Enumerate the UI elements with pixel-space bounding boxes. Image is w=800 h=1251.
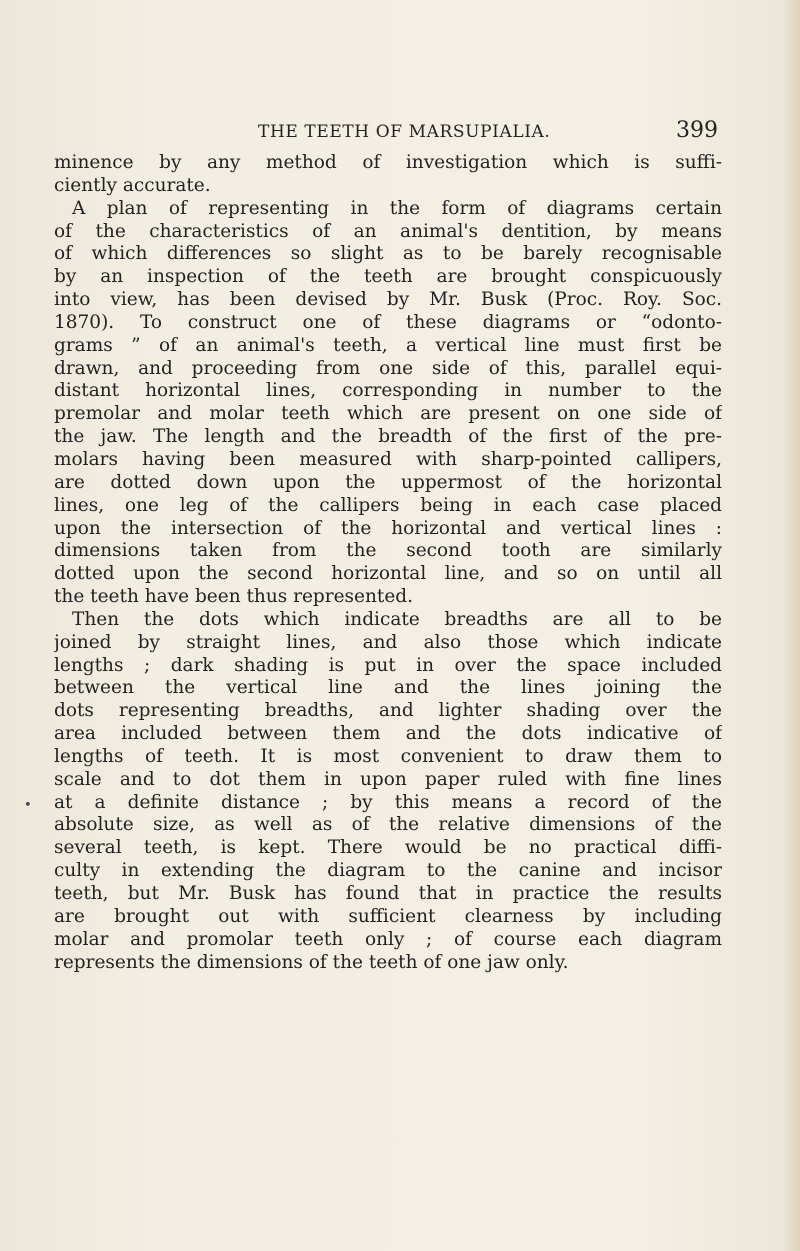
text-line: Then the dots which indicate breadths are all to be (72, 608, 722, 630)
running-head: THE TEETH OF MARSUPIALIA. (258, 122, 551, 142)
text-line: are brought out with sufficient clearness by including (54, 905, 722, 927)
text-line: grams ” of an animal's teeth, a vertical line must first be (54, 334, 722, 356)
text-line: lengths ; dark shading is put in over the space included (54, 654, 722, 676)
text-line: molar and promolar teeth only ; of course each diagram (54, 928, 722, 950)
text-line: A plan of representing in the form of diagrams certain (72, 197, 722, 219)
page-edge-shadow (782, 0, 800, 1251)
margin-mark: • (24, 798, 32, 813)
text-line: lines, one leg of the callipers being in each case placed (54, 494, 722, 516)
text-line: joined by straight lines, and also those which indicate (54, 631, 722, 653)
text-line: of the characteristics of an animal's dentition, by means (54, 220, 722, 242)
text-line: by an inspection of the teeth are brought conspicuously (54, 266, 722, 288)
text-line: minence by any method of investigation which is suffi- (54, 152, 722, 173)
text-line: molars having been measured with sharp-pointed callipers, (54, 448, 722, 470)
text-line: at a definite distance ; by this means a record of the (54, 791, 722, 813)
text-line: absolute size, as well as of the relative dimensions of the (54, 814, 722, 836)
text-line: dotted upon the second horizontal line, and so on until all (54, 563, 722, 585)
text-line: scale and to dot them in upon paper ruled with fine lines (54, 768, 722, 790)
text-line: ciently accurate. (54, 174, 211, 196)
text-line: 1870). To construct one of these diagrams or “odonto- (54, 311, 722, 333)
text-line: dots representing breadths, and lighter shading over the (54, 700, 722, 722)
text-line: between the vertical line and the lines joining the (54, 677, 722, 699)
text-line: area included between them and the dots indicative of (54, 723, 722, 745)
text-line: dimensions taken from the second tooth are similarly (54, 540, 722, 562)
text-line: distant horizontal lines, corresponding in number to the (54, 380, 722, 402)
text-line: the teeth have been thus represented. (54, 586, 414, 608)
text-line: drawn, and proceeding from one side of this, parallel equi- (54, 357, 722, 379)
page-number: 399 (676, 118, 718, 143)
text-line: represents the dimensions of the teeth of one jaw only. (54, 951, 569, 973)
text-line: are dotted down upon the uppermost of the horizontal (54, 471, 722, 493)
text-line: into view, has been devised by Mr. Busk (Proc. Roy. Soc. (54, 289, 722, 311)
text-line: culty in extending the diagram to the canine and incisor (54, 860, 722, 882)
text-line: of which differences so slight as to be barely recognisable (54, 243, 722, 265)
text-line: upon the intersection of the horizontal and vertical lines : (54, 517, 722, 539)
text-line: the jaw. The length and the breadth of the first of the pre- (54, 426, 722, 448)
text-line: teeth, but Mr. Busk has found that in practice the results (54, 883, 722, 904)
text-line: lengths of teeth. It is most convenient to draw them to (54, 745, 722, 767)
page-header (258, 118, 718, 146)
body-text (54, 152, 722, 974)
text-line: premolar and molar teeth which are present on one side of (54, 403, 722, 425)
text-line: several teeth, is kept. There would be no practical diffi- (54, 837, 722, 859)
